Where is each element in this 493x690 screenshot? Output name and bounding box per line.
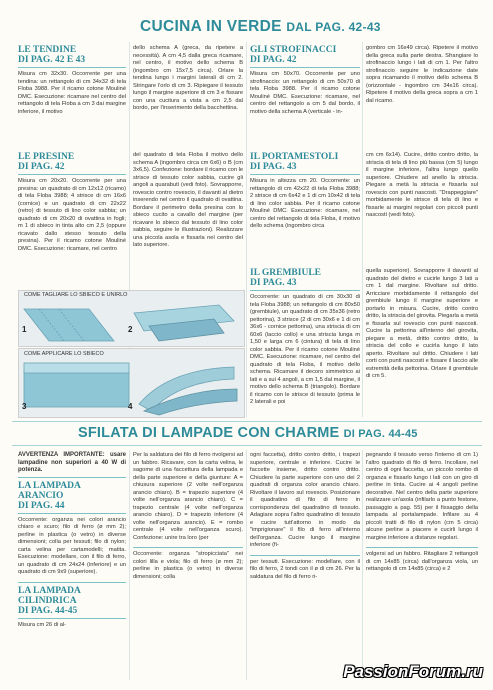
divider: [250, 290, 360, 291]
heading-pages: DI PAG. 42: [250, 55, 297, 65]
divider: [250, 67, 360, 68]
body-text: Occorrente: un quadrato di cm 30x30 di tela Floba 3988; un rettangolo di cm 80x50 (grembiule), un quadrato di cm 35x36 (retro pettorina), 3 strisce (2 di cm 30x6 e 1 di cm 36x6 - cornice pettorina), una striscia di cm 60x6 (laccio collo) e una striscia lunga m 1,50 e larga cm 6 (cintura) di tela di lino color sabbia. Per il ricamo cotone Mouliné DMC. Esecuzione: ricamare, nel centro del quadrato di tela Floba, il motivo dello schema. Ricamare il decoro simmetrico ai lati e a sui 4 angoli, a cm 1,5 dal margine, il motivo dello schema B (triangolo). Bordare il ricamo con le strisce di tessuto (prima le 2 laterali e poi: [250, 294, 360, 405]
column-divider: [362, 42, 363, 417]
article-grembiule-cont: quella superiore). Sovrapporre il davanti al quadrato del dietro e cucirle lungo 3 lati a cm 1 dal margine. Rivoltare sul dritto. Arricciare morbidamente il rettangolo del grembiule lungo il margine superiore e portarlo in misura. Cucire, dritto contro dritto, la striscia del girovita. Piegarla a metà e fissarla sul rovescio con punti nascosti. Cucire la pettorina all'interno del girovita, piegare a metà, dritto contro dritto, la striscia del collo e cucirla lungo il lato aperto. Rivoltare sul dritto. Chiudere i lati corti con punti nascosti e fissare il laccio alle estremità della pettorina. Orlare il grembiule di cm 5.: [366, 268, 478, 379]
divider: [18, 67, 126, 68]
body-text: Occorrente: organza "stropicciata" nei colori lilla e viola; filo di ferro (ø mm 2); perline in plastica (o vetro) in diverse dimensioni; colla: [133, 551, 243, 580]
divider: [250, 555, 360, 556]
section-title-cucina: [140, 18, 381, 36]
figure-number-3: 3: [22, 402, 27, 411]
body-text: Occorrente: organza nei colori arancio chiaro e scuro; filo di ferro (ø mm 2); perline in plastica (o vetro) in diverse dimensioni; colla per tessuti; filo di nylon; carta velina per cartamodelli; matita. Esecuzione: modellare, con il filo di ferro, un quadrato di cm 24x24 (inferiore) e un quadrato di cm 9x9 (superiore).: [18, 516, 126, 575]
heading: GLI STROFINACCI: [250, 45, 337, 55]
body-text: Misura in altezza cm 20. Occorrente: un rettangolo di cm 42x22 di tela Floba 3988; 2 strisce di cm 6x42 e 1 di cm 10x42 di tela di lino color sabbia. Per il ricamo cotone Mouliné DMC. Esecuzione: ricamare, nel centro del rettangolo di tela Floba, il motivo dello schema (ingombro circa: [250, 178, 360, 229]
section-title-lampade: [78, 425, 418, 441]
divider: [18, 582, 126, 583]
section-separator: [12, 421, 482, 422]
section-title-text: CUCINA IN VERDE: [140, 18, 282, 35]
divider: [366, 547, 478, 548]
article-grembiule: [250, 268, 360, 407]
heading: LA LAMPADA ARANCIO: [18, 480, 81, 501]
body-text: Misura cm 50x70. Occorrente per uno strofinaccio: un rettangolo di cm 50x70 di tela Floba 3988. Per il ricamo cotone Mouliné DMC. Esecuzione: ricamare, nel centro del rettangolo a cm 5 dal bordo, il motivo della schema A (verticale - in-: [250, 71, 360, 115]
divider: [18, 174, 126, 175]
heading: IL PORTAMESTOLI: [250, 152, 339, 162]
figure-label-1: COME TAGLIARE LO SBIECO E UNIRLO: [24, 292, 128, 298]
column-divider: [246, 450, 247, 680]
heading-pages: DI PAG. 42 E 43: [18, 55, 86, 65]
section-title-text: SFILATA DI LAMPADE CON CHARME: [78, 425, 340, 441]
heading-pages: DI PAG. 44-45: [18, 605, 78, 616]
article-presine-cont: del quadrato di tela Floba il motivo dello schema A (ingombro circa cm 6x6) o B (cm 3x6,5). Confezione: bordare il ricamo con le strisce di tessuto color sabbia, cucire gli angoli a quarabuti (vedi foto). Sovrapporre, rovescio contro rovescio, il davanti al dietro inserendo nel centro il quadrato di ovattina. Bordare il perimetro della presina con lo sbieco cucito a cavallo del margine (per ricavare lo sbieco dal tessuto di lino color sabbia, seguire le illustrazioni). Realizzare una piccola asola e fissarla nel centro del lato superiore.: [133, 152, 244, 248]
article-lampada-arancio-cont: [133, 452, 243, 581]
heading: IL GREMBIULE: [250, 268, 322, 278]
figure-number-4: 4: [128, 402, 133, 411]
figure-label-2: COME APPLICARE LO SBIECO: [24, 351, 104, 357]
bias-cut-illustration: [19, 291, 244, 346]
heading-pages: DI PAG. 43: [250, 278, 297, 288]
article-portamestoli: [250, 152, 360, 231]
article-lampada-arancio: [18, 452, 126, 629]
body-text: ogni faccetta), dritto contro dritto, i trapezi superiore, centrale e inferiore. Cucire le faccette insieme, dritto contro dritto. Chiudere la parte superiore con uno dei 2 quadrati di organza color arancio chiaro. Rivoltare il lavoro sul rovescio. Posizionare il quadratino di filo di ferro in corrispondenza del quadratino di tessuto. Adagiare sopra l'altro quadratino di tessuto e cucire tutt'attorno in modo da "imprigionare" il filo di ferro all'interno dell'organza. Cucire lungo il margine inferiore (fi-: [250, 452, 360, 548]
article-tendine: [18, 45, 126, 116]
figure-bias-cut: [18, 290, 245, 347]
body-text: Misura cm 26 di al-: [18, 621, 67, 628]
body-text: volgersi ad un fabbro. Ritagliare 2 rettangoli di cm 14x85 (circa) dall'organza viola, un rettangolo di cm 14x85 (circa) e 2: [366, 551, 478, 572]
heading: LE PRESINE: [18, 152, 75, 162]
watermark: PassionForum.ru: [343, 662, 483, 681]
column-divider: [129, 450, 130, 680]
heading-pages: DI PAG. 42: [18, 162, 65, 172]
article-presine: [18, 152, 126, 253]
article-strofinacci: [250, 45, 360, 116]
column-divider: [246, 42, 247, 417]
column-divider: [362, 450, 363, 680]
section-separator: [12, 445, 482, 446]
article-lampada-arancio-cont2: [250, 452, 360, 581]
figure-number-2: 2: [128, 325, 133, 334]
body-text: Misura cm 32x30. Occorrente per una tendina: un rettangolo di cm 34x32 di tela Floba 3988. Per il ricamo cotone Mouliné DMC. Esecuzione: ricamare nel centro del rettangolo di tela Floba a cm 3 dai margine inferiore, il motivo: [18, 71, 126, 115]
article-lampada-arancio-cont3: [366, 452, 478, 574]
figure-number-1: 1: [22, 325, 27, 334]
body-text: Per la saldatura dei filo di ferro rivolgersi ad un fabbro. Ricavare, con la carta velina, le sagome di una faccettura della lampada e della parte superiore e della giunture: A = chiusura superiore (2 volte nell'organza arancio chiaro). B = trapezio superiore (4 volte nell'organza arancio chiaro). C = trapezio centrale (4 volte nell'organza arancio chiaro). D = trapezio inferiore (4 volte nell'organza arancio). E = rombo centrale (4 volte nell'organza scuro). Confezione: unire tra loro (per: [133, 452, 243, 541]
article-strofinacci-cont: gombro cm 16x49 circa). Ripetere il motivo della greca sulla parte destra. Sfrangiare lo strofinaccio lungo i lati di cm 1. Per l'altro strofinaccio seguire le indicazione date sopra ricamando il motivo dello schema B (orizzontale - ingombro cm 34x16 circa). Ripetere il motivo della greca sopra a cm 1 dal ricamo.: [366, 45, 478, 104]
divider: [18, 513, 126, 514]
heading-pages: DI PAG. 44: [18, 500, 65, 511]
divider: [250, 174, 360, 175]
section-pages: DI PAG. 44-45: [343, 428, 418, 440]
heading: LA LAMPADA CILINDRICA: [18, 585, 81, 606]
section-pages: DAL PAG. 42-43: [286, 20, 381, 34]
body-text: Misura cm 20x20. Occorrente per una presina: un quadrato di cm 12x12 (ricamo) di tela Floba 3988; 4 strisce di cm 16x6 (cornice) e un quadrato di cm 22x22 (retro) di tessuto di lino color sabbia; un quadrato di cm 20x20 di ovattina in fogli; m 1 di sbieco in tinta alto cm 2,5 (oppure ricavato dallo stesso tessuto della presina). Per il ricamo cotone Mouliné DMC. Esecuzione: ricamare, nel centro: [18, 178, 126, 252]
warning-text: AVVERTENZA IMPORTANTE: usare lampadine non superiori a 40 W di potenza.: [18, 452, 126, 473]
divider: [133, 547, 243, 548]
article-tendine-cont: dello schema A (greca, da ripetere a necessità). A cm 4,5 dalla greca ricamare, nel centro, il motivo dello schema B (ingombro cm 15x7,5 circa). Orlare la tendina lungo i margini laterali di cm 2. Stringare l'orlo di cm 3. Ripiegare il tessuto lungo il margine superiore di cm 3 e fissare con una cucitura a vista a cm 2,5 dal bordo, per l'inserimento della bacchettina.: [133, 45, 243, 111]
heading-pages: DI PAG. 43: [250, 162, 297, 172]
body-text: per tessuti. Esecuzione: modellare, con il filo di ferro, 2 tondi con il ø di cm 26. Per la saldatura del filo di ferro ri-: [250, 558, 360, 580]
article-portamestoli-cont: cm cm 6x14). Cucire, dritto contro dritto, la striscia di tela di lino più bassa (cm 5) lungo il margine inferiore, l'altra lungo quello superiore. Chiudere ad anello la striscia. Piegare a metà la striscia e fissarla sul rovescio con punti nascosti. "Drappeggiare" morbidamente le strisce di tela di lino e fissarle ai margini regolari con piccoli punti nascosti (vedi foto).: [366, 152, 478, 218]
heading: LE TENDINE: [18, 45, 77, 55]
divider: [18, 618, 126, 619]
body-text: pegnando il tessuto verso l'interno di cm 1) l'altro quadrato di filo di ferro. Incollare, nel centro di ogni faccetta, un piccolo rombo di organza e fissarlo lungo i lati con un giro di perline in tinta. Cucire ai 4 angoli perline decorative. Nel centro della parte superiore realizzare un'asola (infilarlo a punto festone, passaggio a pag. 55) per il fissaggio della lampada al portalampade. Infilare su 4 piccoli tratti di filo di nylon (cm 5 circa) alcune perline a piacere e cucirli lungo il margine inferiore a distanze regolari.: [366, 452, 478, 541]
divider: [18, 477, 126, 478]
